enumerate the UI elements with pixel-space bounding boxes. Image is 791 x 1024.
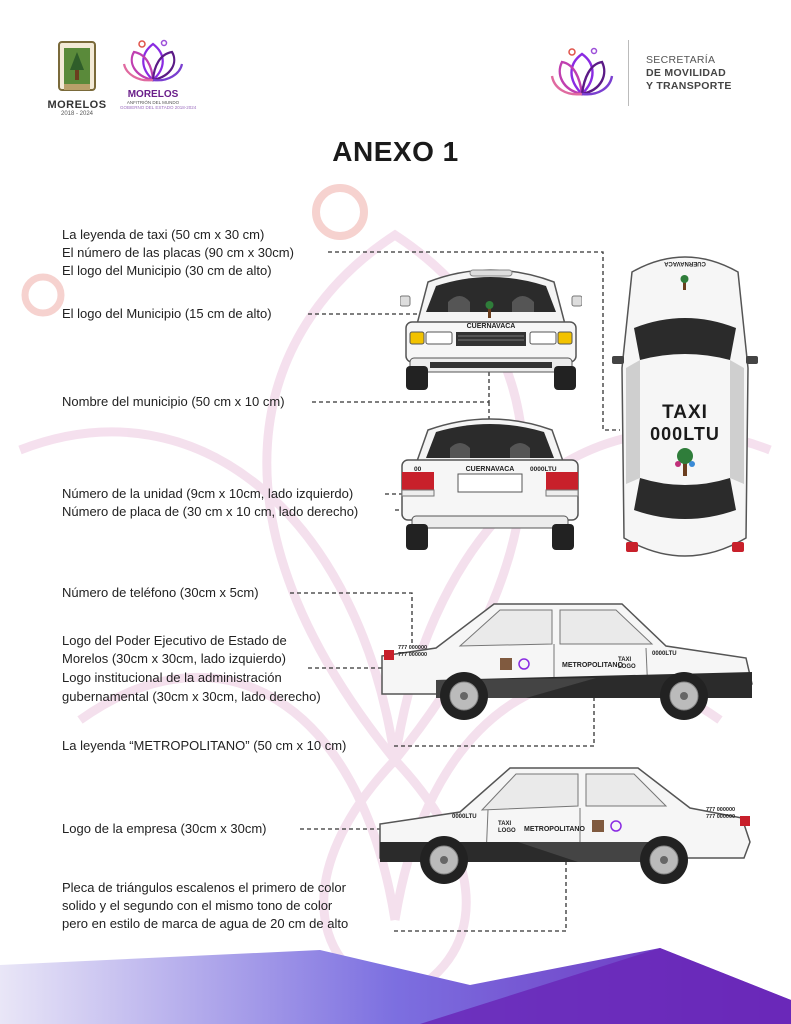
side1-taxi-logo-2: LOGO [618,664,636,670]
label-taxi-legend: La leyenda de taxi (50 cm x 30 cm) [62,227,265,242]
side2-taxi-logo-2: LOGO [498,828,516,834]
car-front-view [400,262,582,394]
top-municipality-text: CUERNAVACA [664,260,706,266]
label-metropolitano-legend: La leyenda “METROPOLITANO” (50 cm x 10 cm) [62,738,347,753]
campaign-logo-word: MORELOS [127,89,179,100]
label-executive-logo-2: Morelos (30cm x 30cm, lado izquierdo) [62,651,286,666]
side2-metropolitano-text: METROPOLITANO [524,826,585,833]
front-municipality-text: CUERNAVACA [466,323,516,330]
rear-unit-text: 00 [414,466,422,473]
label-institutional-logo-2: gubernamental (30cm x 30cm, lado derecho) [62,689,321,704]
secretaria-line3: Y TRANSPORTE [646,80,732,92]
label-municipal-logo-15: El logo del Municipio (15 cm de alto) [62,306,272,321]
secretaria-line2: DE MOVILIDAD [646,67,727,79]
label-company-logo: Logo de la empresa (30cm x 30cm) [62,821,267,836]
label-stripe-1: Pleca de triángulos escalenos el primero de color [62,880,346,895]
page-title: ANEXO 1 [332,136,459,167]
label-stripe-2: solido y el segundo con el mismo tono de color [62,898,333,913]
label-institutional-logo-1: Logo institucional de la administración [62,670,282,685]
side1-taxi-logo-1: TAXI [618,657,632,663]
label-municipality-name: Nombre del municipio (50 cm x 10 cm) [62,394,285,409]
side2-phone-text-2: 777 000000 [706,814,736,820]
side1-unit-text: 0000LTU [652,651,677,657]
label-stripe-3: pero en estilo de marca de agua de 20 cm de alto [62,916,349,931]
side2-taxi-logo-1: TAXI [498,821,512,827]
rear-municipality-text: CUERNAVACA [465,466,515,473]
roof-taxi-text: TAXI [662,402,708,423]
side1-phone-text-1: 777 000000 [398,645,428,651]
campaign-logo-sub: GOBIERNO DEL ESTADO 2018-2024 [120,105,197,110]
state-logo-word: MORELOS [47,99,107,111]
label-plate-number: El número de las placas (90 cm x 30cm) [62,245,294,260]
campaign-logo-tagline: ANFITRIÓN DEL MUNDO [126,100,180,105]
side1-phone-text-2: 777 000000 [398,652,428,658]
side2-phone-text-1: 777 000000 [706,807,736,813]
roof-plate-text: 000LTU [650,424,720,444]
car-rear-view [398,412,582,552]
label-plate-number-rear: Número de placa de (30 cm x 10 cm, lado derecho) [62,504,359,519]
label-unit-number: Número de la unidad (9cm x 10cm, lado izquierdo) [62,486,354,501]
car-side-view-left [376,598,754,722]
label-municipal-logo-30: El logo del Municipio (30 cm de alto) [62,263,272,278]
side1-metropolitano-text: METROPOLITANO [562,662,623,669]
car-top-view [612,248,758,570]
secretaria-line1: SECRETARÍA [646,54,716,66]
car-side-view-right [378,762,752,890]
label-phone-number: Número de teléfono (30cm x 5cm) [62,585,259,600]
rear-plate-text: 0000LTU [530,466,557,473]
side2-unit-text: 0000LTU [452,814,477,820]
label-executive-logo-1: Logo del Poder Ejecutivo de Estado de [62,633,287,648]
state-logo-years: 2018 - 2024 [60,111,94,117]
